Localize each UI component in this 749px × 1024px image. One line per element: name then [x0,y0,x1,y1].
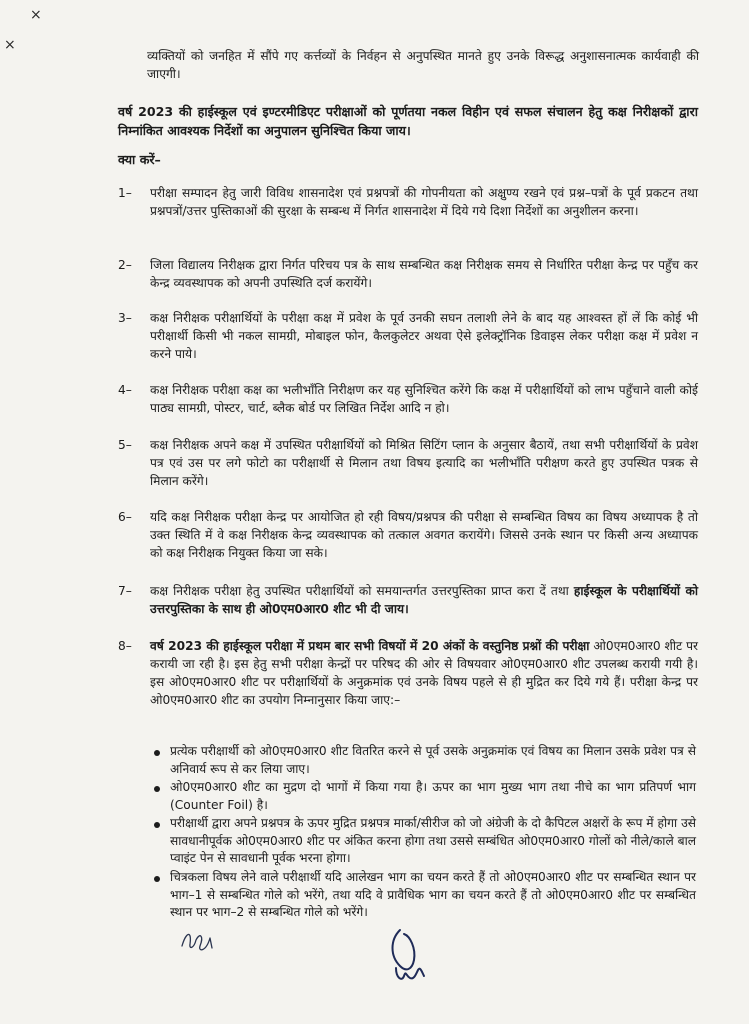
item-number: 3– [118,311,132,325]
item-number: 5– [118,438,132,452]
item-number: 2– [118,258,132,272]
bullet-dot [154,786,160,792]
bullet-item: प्रत्येक परीक्षार्थी को ओ0एम0आर0 शीट वितरित करने से पूर्व उसके अनुक्रमांक एवं विषय का मिलान उसके प्रवेश पत्र से अनिवार्य रूप से कर लिया जाए। [170,744,696,776]
bullet-dot [154,750,160,756]
bullet-item: चित्रकला विषय लेने वाले परीक्षार्थी यदि आलेखन भाग का चयन करते हैं तो ओ0एम0आर0 शीट पर सम्बन्धित स्थान पर भाग–1 से सम्बन्धित गोले को भरेंगे, तथा यदि वे प्रावैधिक भाग का चयन करते हैं तो ओ0एम0आर0 शीट पर सम्बन्धित स्थान पर भाग–2 से सम्बन्धित गोले को भरेंगे। [170,870,696,919]
left-edge-mark: × [4,37,16,53]
item-text-plain: ओ0एम0आर0 शीट पर करायी जा रही है। इस हेतु सभी परीक्षा केन्द्रों पर परिषद की ओर से विषयवार ओ0एम0आर0 शीट उपलब्ध करायी गयी है। इस ओ0एम0आर0 शीट पर परीक्षार्थियों के अनुक्रमांक एवं उनके विषय पहले से ही मुद्रित कर दिये गये हैं। परीक्षा केन्द्र पर ओ0एम0आर0 शीट का उपयोग निम्नानुसार किया जाए:– [150,639,698,707]
item-text: कक्ष निरीक्षक परीक्षार्थियों के परीक्षा कक्ष में प्रवेश के पूर्व उनकी सघन तलाशी लेने के बाद यह आश्वस्त हों लें कि कोई भी परीक्षार्थी किसी भी नकल सामग्री, मोबाइल फोन, कैलकुलेटर अथवा ऐसे इलेक्ट्रॉनिक डिवाइस लेकर परीक्षा कक्ष में प्रवेश न करने पाये। [150,311,698,361]
item-number: 6– [118,510,132,524]
item-text [150,637,698,709]
bullet-dot [154,822,160,828]
item-number: 4– [118,383,132,397]
item-text: कक्ष निरीक्षक अपने कक्ष में उपस्थित परीक्षार्थियों को मिश्रित सिटिंग प्लान के अनुसार बैठायें, तथा सभी परीक्षार्थियों के प्रवेश पत्र एवं उस पर लगे फोटो का परीक्षार्थी से मिलान तथा विषय इत्यादि का भलीभाँति परीक्षण करते हुए उपस्थित पत्रक से मिलान करेंगे। [150,438,698,488]
item-number: 7– [118,584,132,598]
item-number: 1– [118,186,132,200]
item-text-emphasis: वर्ष 2023 की हाईस्कूल परीक्षा में प्रथम बार सभी विषयों में 20 अंकों के वस्तुनिष्ठ प्रश्नों की परीक्षा [150,639,590,653]
item-text: जिला विद्यालय निरीक्षक द्वारा निर्गत परिचय पत्र के साथ सम्बन्धित कक्ष निरीक्षक समय से निर्धारित परीक्षा केन्द्र पर पहुँच कर केन्द्र व्यवस्थापक को अपनी उपस्थिति दर्ज करायेंगे। [150,258,698,290]
subheading-do: क्या करें– [118,152,161,167]
item-text [150,582,698,618]
item-text-plain: कक्ष निरीक्षक परीक्षा हेतु उपस्थित परीक्षार्थियों को समयान्तर्गत उत्तरपुस्तिका प्राप्त करा दें तथा [150,584,574,598]
initials-signature [178,926,218,956]
item-number: 8– [118,639,132,653]
bullet-dot [154,876,160,882]
item-text: परीक्षा सम्पादन हेतु जारी विविध शासनादेश एवं प्रश्नपत्रों की गोपनीयता को अक्षुण्य रखने एवं प्रश्न–पत्रों के पूर्व प्रकटन तथा प्रश्नपत्रों/उत्तर पुस्तिकाओं की सुरक्षा के सम्बन्ध में निर्गत शासनादेश में दिये गये दिशा निर्देशों का अनुशीलन करना। [150,186,698,218]
intro-paragraph: व्यक्तियों को जनहित में सौंपे गए कर्त्तव्यों के निर्वहन से अनुपस्थित मानते हुए उनके विरूद्ध अनुशासनात्मक कार्यवाही की जाएगी। [147,49,699,81]
official-signature [386,926,430,986]
bullet-item: परीक्षार्थी द्वारा अपने प्रश्नपत्र के ऊपर मुद्रित प्रश्नपत्र मार्का/सीरीज को जो अंग्रेजी के दो कैपिटल अक्षरों के रूप में होगा उसे सावधानीपूर्वक ओ0एम0आर0 शीट पर अंकित करना होगा तथा उससे सम्बंधित ओ0एम0आर0 गोलों को नीले/काले बाल प्वाइंट पेन से सावधानी पूर्वक भरना होगा। [170,816,696,865]
section-heading: वर्ष 2023 की हाईस्कूल एवं इण्टरमीडिएट परीक्षाओं को पूर्णतया नकल विहीन एवं सफल संचालन हेतु कक्ष निरीक्षकों द्वारा निम्नांकित आवश्यक निर्देशों का अनुपालन सुनिश्चित किया जाय। [118,104,698,138]
bullet-item: ओ0एम0आर0 शीट का मुद्रण दो भागों में किया गया है। ऊपर का भाग मुख्य भाग तथा नीचे का भाग प्रतिपर्ण भाग (Counter Foil) है। [170,780,696,812]
item-text-emphasis: हाईस्कूल के परीक्षार्थियों को उत्तरपुस्तिका के साथ ही ओ0एम0आर0 शीट भी दी जाय। [150,584,698,616]
item-text: यदि कक्ष निरीक्षक परीक्षा केन्द्र पर आयोजित हो रही विषय/प्रश्नपत्र की परीक्षा से सम्बन्धित विषय का विषय अध्यापक है तो उक्त स्थिति में वे कक्ष निरीक्षक केन्द्र व्यवस्थापक को तत्काल अवगत करायेंगे। जिससे उनके स्थान पर किसी अन्य अध्यापक को कक्ष निरीक्षक नियुक्त किया जा सके। [150,510,698,560]
item-text: कक्ष निरीक्षक परीक्षा कक्ष का भलीभाँति निरीक्षण कर यह सुनिश्चित करेंगे कि कक्ष में परीक्षार्थियों को लाभ पहुँचाने वाली कोई पाठ्य सामग्री, पोस्टर, चार्ट, ब्लैक बोर्ड पर लिखित निर्देश आदि न हो। [150,383,698,415]
top-edge-mark: × [30,7,42,23]
